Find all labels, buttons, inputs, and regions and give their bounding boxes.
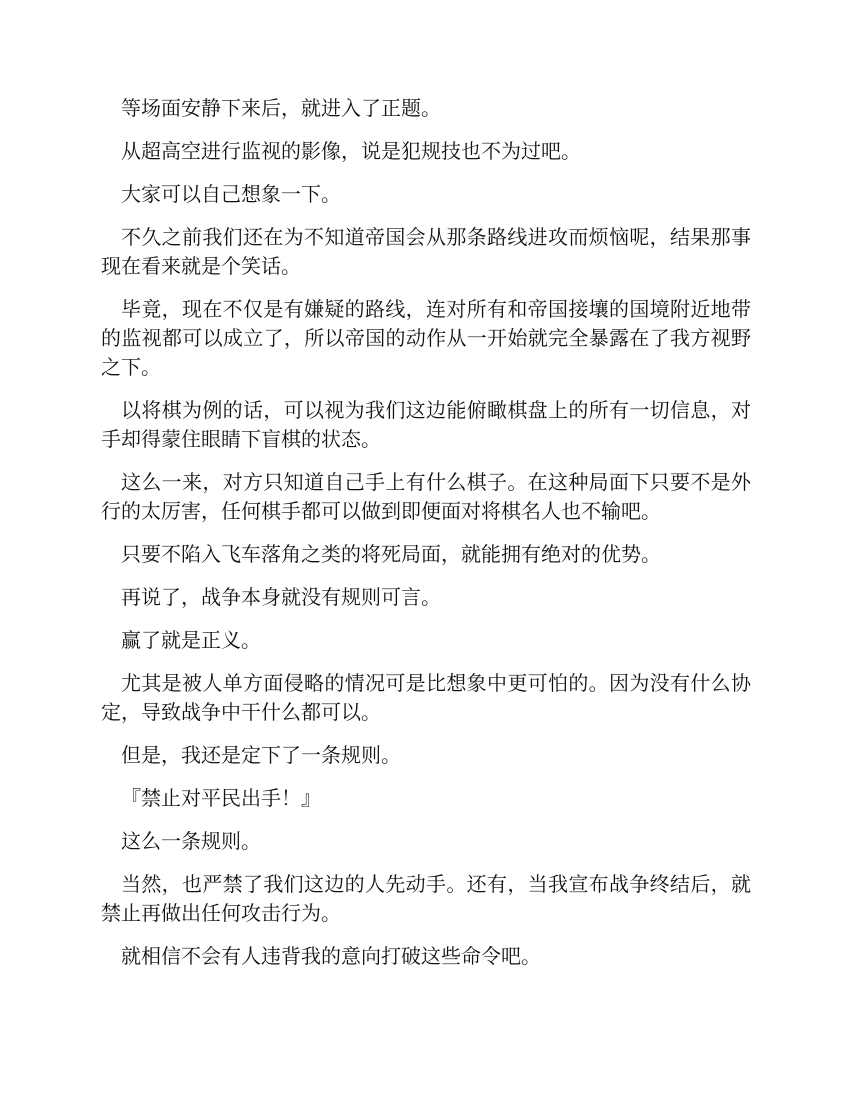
paragraph: 这么一来，对方只知道自己手上有什么棋子。在这种局面下只要不是外行的太厉害，任何棋手都可以做到即便面对将棋名人也不输吧。: [101, 470, 751, 523]
paragraph: 就相信不会有人违背我的意向打破这些命令吧。: [121, 944, 541, 968]
paragraph: 『禁止对平民出手！』: [121, 786, 321, 810]
paragraph: 不久之前我们还在为不知道帝国会从那条路线进攻而烦恼呢，结果那事现在看来就是个笑话。: [101, 225, 751, 278]
paragraph: 大家可以自己想象一下。: [121, 182, 341, 206]
paragraph: 从超高空进行监视的影像，说是犯规技也不为过吧。: [121, 139, 581, 163]
paragraph: 以将棋为例的话，可以视为我们这边能俯瞰棋盘上的所有一切信息，对手却得蒙住眼睛下盲棋的状态。: [101, 398, 751, 451]
paragraph: 只要不陷入飞车落角之类的将死局面，就能拥有绝对的优势。: [121, 542, 661, 566]
paragraph: 这么一条规则。: [121, 829, 261, 853]
paragraph: 等场面安静下来后，就进入了正题。: [121, 96, 441, 120]
paragraph: 当然，也严禁了我们这边的人先动手。还有，当我宣布战争终结后，就禁止再做出任何攻击行为。: [101, 872, 751, 925]
paragraph: 赢了就是正义。: [121, 628, 261, 652]
paragraph: 尤其是被人单方面侵略的情况可是比想象中更可怕的。因为没有什么协定，导致战争中干什么都可以。: [101, 671, 751, 724]
body-text: [101, 94, 751, 985]
paragraph: 再说了，战争本身就没有规则可言。: [121, 585, 441, 609]
paragraph: 但是，我还是定下了一条规则。: [121, 743, 401, 767]
paragraph: 毕竟，现在不仅是有嫌疑的路线，连对所有和帝国接壤的国境附近地带的监视都可以成立了，所以帝国的动作从一开始就完全暴露在了我方视野之下。: [101, 297, 751, 379]
